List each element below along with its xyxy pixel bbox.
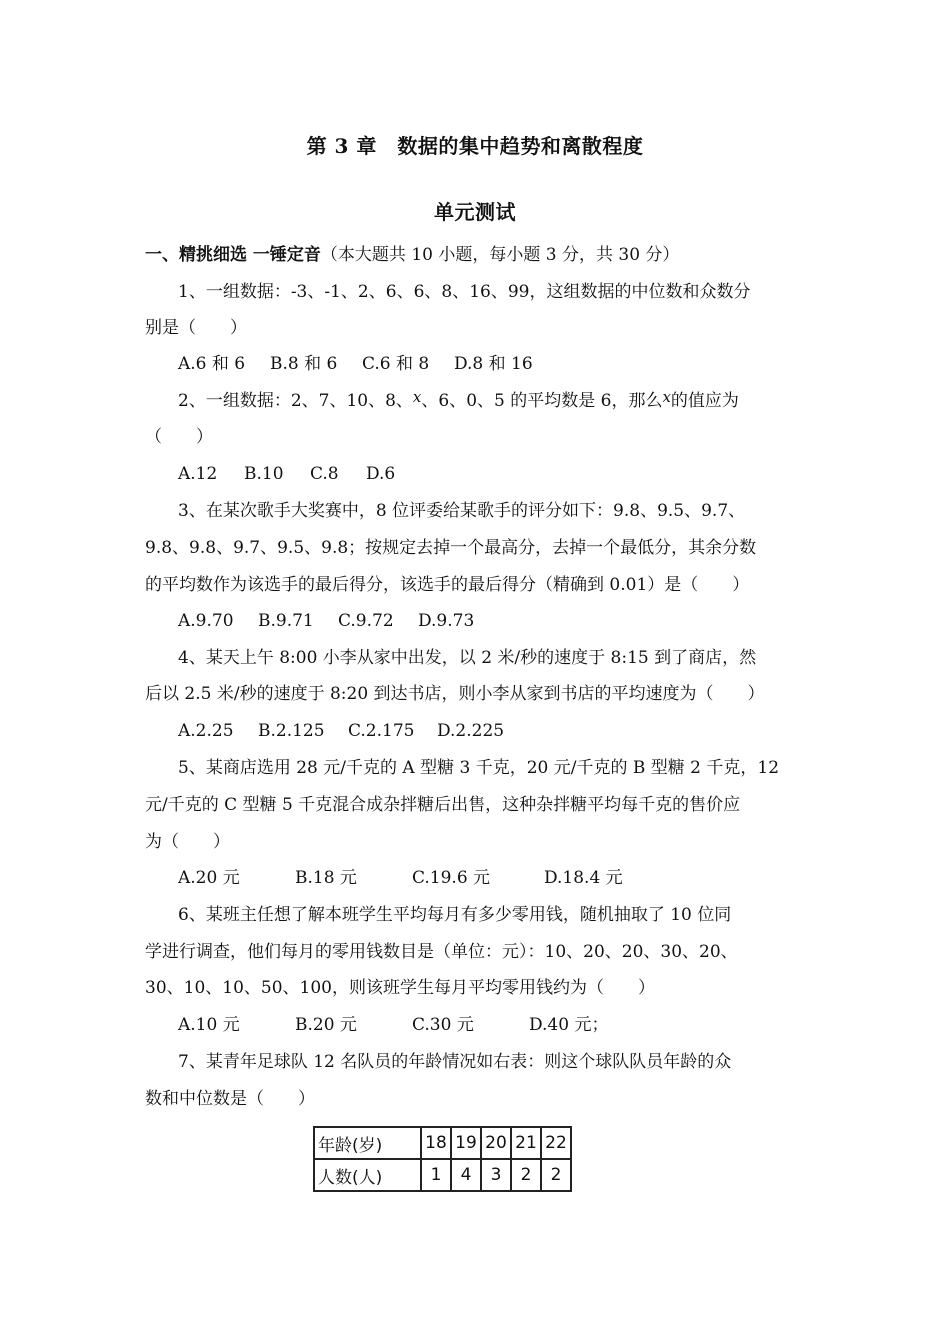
table-cell: 4 [451, 1159, 481, 1191]
q5-line3: 为（ ） [145, 832, 230, 852]
q2-option-c: C.8 [310, 464, 339, 484]
table-cell: 1 [421, 1159, 451, 1191]
q1-option-d: D.8 和 16 [454, 354, 533, 374]
q4-options [178, 720, 504, 742]
section-heading [145, 244, 679, 266]
q5-line1: 5、某商店选用 28 元/千克的 A 型糖 3 千克，20 元/千克的 B 型糖 2 千克，12 [178, 758, 780, 778]
q2-line1 [178, 390, 739, 412]
q5-options [178, 867, 623, 889]
q2-text-part2: 、6、0、5 的平均数是 6，那么 [421, 391, 663, 411]
q1-options [178, 353, 533, 375]
q1-option-c: C.6 和 8 [362, 354, 430, 374]
q1-line2: 别是（ ） [145, 318, 247, 338]
q6-line1: 6、某班主任想了解本班学生平均每月有多少零用钱，随机抽取了 10 位同 [178, 905, 732, 925]
table-header-count: 人数(人) [314, 1159, 421, 1191]
table-header-age: 年龄(岁) [314, 1127, 421, 1159]
q4-option-c: C.2.175 [348, 721, 415, 741]
table-cell: 2 [541, 1159, 571, 1191]
q1-option-b: B.8 和 6 [270, 354, 338, 374]
table-cell: 20 [481, 1127, 511, 1159]
q4-line2: 后以 2.5 米/秒的速度于 8:20 到达书店，则小李从家到书店的平均速度为（ ） [145, 684, 765, 704]
q2-option-b: B.10 [244, 464, 284, 484]
q6-option-c: C.30 元 [412, 1015, 474, 1035]
q3-line2: 9.8、9.8、9.7、9.5、9.8；按规定去掉一个最高分，去掉一个最低分，其余分数 [145, 538, 757, 558]
q6-option-d: D.40 元； [529, 1015, 609, 1035]
q7-line1: 7、某青年足球队 12 名队员的年龄情况如右表：则这个球队队员年龄的众 [178, 1052, 732, 1072]
q6-options [178, 1014, 608, 1036]
q3-option-c: C.9.72 [338, 611, 394, 631]
q7-line2: 数和中位数是（ ） [145, 1089, 315, 1109]
subtitle: 单元测试 [434, 200, 516, 224]
q4-option-b: B.2.125 [258, 721, 325, 741]
q1-option-a: A.6 和 6 [178, 354, 246, 374]
table-cell: 18 [421, 1127, 451, 1159]
q4-option-d: D.2.225 [437, 721, 505, 741]
q5-line2: 元/千克的 C 型糖 5 千克混合成杂拌糖后出售，这种杂拌糖平均每千克的售价应 [145, 795, 741, 815]
q2-options [178, 463, 395, 485]
q3-option-b: B.9.71 [258, 611, 314, 631]
q3-option-a: A.9.70 [178, 611, 234, 631]
q6-option-a: A.10 元 [178, 1015, 240, 1035]
q2-option-d: D.6 [366, 464, 396, 484]
q2-variable-x: x [412, 388, 422, 406]
q3-line3: 的平均数作为该选手的最后得分，该选手的最后得分（精确到 0.01）是（ ） [145, 575, 750, 595]
q5-option-c: C.19.6 元 [412, 868, 491, 888]
table-cell: 22 [541, 1127, 571, 1159]
q4-line1: 4、某天上午 8:00 小李从家中出发，以 2 米/秒的速度于 8:15 到了商店，然 [178, 648, 757, 668]
q6-line3: 30、10、10、50、100，则该班学生每月平均零用钱约为（ ） [145, 978, 655, 998]
table-cell: 2 [511, 1159, 541, 1191]
q2-variable-x-2: x [662, 388, 671, 406]
chapter-title: 第 3 章 数据的集中趋势和离散程度 [306, 134, 644, 158]
q3-line1: 3、在某次歌手大奖赛中，8 位评委给某歌手的评分如下：9.8、9.5、9.7、 [178, 501, 746, 521]
q6-line2: 学进行调查，他们每月的零用钱数目是（单位：元）：10、20、20、30、20、 [145, 942, 738, 962]
table-row-ages [314, 1127, 571, 1159]
age-table [313, 1126, 572, 1192]
q6-option-b: B.20 元 [295, 1015, 357, 1035]
table-cell: 19 [451, 1127, 481, 1159]
q3-options [178, 610, 474, 632]
table-row-counts [314, 1159, 571, 1191]
q2-text-part3: 的值应为 [670, 391, 739, 411]
q5-option-b: B.18 元 [295, 868, 357, 888]
q2-text-part1: 2、一组数据：2、7、10、8、 [178, 391, 413, 411]
q4-option-a: A.2.25 [178, 721, 234, 741]
table-cell: 3 [481, 1159, 511, 1191]
q1-line1: 1、一组数据：-3、-1、2、6、6、8、16、99，这组数据的中位数和众数分 [178, 282, 751, 302]
q3-option-d: D.9.73 [418, 611, 475, 631]
table-cell: 21 [511, 1127, 541, 1159]
q5-option-a: A.20 元 [178, 868, 240, 888]
q5-option-d: D.18.4 元 [544, 868, 623, 888]
section-heading-note: （本大题共 10 小题，每小题 3 分，共 30 分） [320, 245, 680, 265]
q2-option-a: A.12 [178, 464, 218, 484]
section-heading-bold: 一、精挑细选 一锤定音 [145, 245, 321, 265]
q2-line2: （ ） [145, 427, 213, 447]
